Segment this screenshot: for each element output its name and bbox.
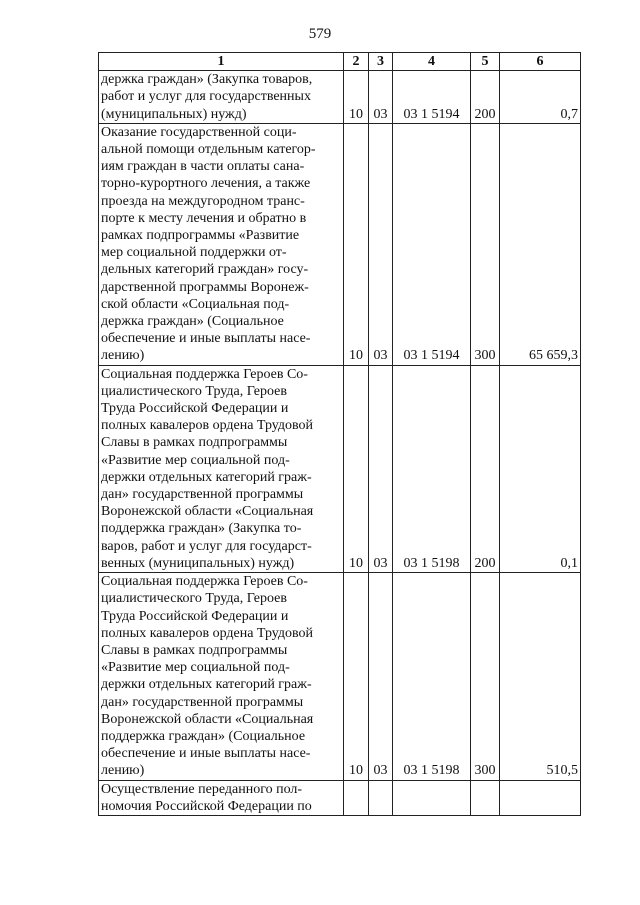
row-description <box>99 573 344 780</box>
row-section-code: 10 <box>344 365 369 572</box>
row-subsection-code: 03 <box>369 365 393 572</box>
description-line: поддержка граждан» (Социальное <box>101 728 306 744</box>
row-amount: 510,5 <box>500 573 581 780</box>
row-description <box>99 71 344 124</box>
row-description <box>99 123 344 365</box>
description-line: лению) <box>101 348 145 364</box>
description-line: альной помощи отдельным категор- <box>101 142 316 158</box>
header-row <box>99 53 581 71</box>
description-line: лению) <box>101 763 145 779</box>
description-line: обеспечение и иные выплаты насе- <box>101 331 311 347</box>
header-col-3: 3 <box>369 53 393 71</box>
description-line: держки отдельных категорий граж- <box>101 469 312 485</box>
description-line: рамках подпрограммы «Развитие <box>101 228 300 244</box>
description-line: торно-курортного лечения, а также <box>101 176 311 192</box>
row-amount: 0,7 <box>500 71 581 124</box>
description-line: (муниципальных) нужд) <box>101 106 247 122</box>
description-line: Воронежской области «Социальная <box>101 711 314 727</box>
description-line: держка граждан» (Закупка товаров, <box>101 72 313 88</box>
row-description <box>99 365 344 572</box>
description-line: венных (муниципальных) нужд) <box>101 555 295 571</box>
header-col-5: 5 <box>471 53 500 71</box>
description-line: обеспечение и иные выплаты насе- <box>101 746 311 762</box>
row-expense-type: 200 <box>471 365 500 572</box>
description-line: номочия Российской Федерации по <box>101 798 312 814</box>
description-line: Осуществление переданного пол- <box>101 781 303 797</box>
header-col-2: 2 <box>344 53 369 71</box>
description-line: Воронежской области «Социальная <box>101 504 314 520</box>
description-line: Труда Российской Федерации и <box>101 401 289 417</box>
row-target-article: 03 1 5194 <box>393 123 471 365</box>
row-section-code: 10 <box>344 71 369 124</box>
description-line: полных кавалеров ордена Трудовой <box>101 625 314 641</box>
description-line: варов, работ и услуг для государст- <box>101 538 312 554</box>
description-line: дан» государственной программы <box>101 487 304 503</box>
description-line: ской области «Социальная под- <box>101 296 290 312</box>
table-body <box>99 71 581 816</box>
row-expense-type: 300 <box>471 123 500 365</box>
table-row <box>99 780 581 815</box>
row-section-code: 10 <box>344 123 369 365</box>
table-row <box>99 573 581 780</box>
row-subsection-code: 03 <box>369 573 393 780</box>
description-line: мер социальной поддержки от- <box>101 245 287 261</box>
description-line: «Развитие мер социальной под- <box>101 452 290 468</box>
description-line: Социальная поддержка Героев Со- <box>101 574 308 590</box>
description-line: Социальная поддержка Героев Со- <box>101 366 308 382</box>
description-line: Оказание государственной соци- <box>101 124 297 140</box>
table-row <box>99 123 581 365</box>
row-target-article <box>393 780 471 815</box>
description-line: работ и услуг для государственных <box>101 89 311 105</box>
row-description <box>99 780 344 815</box>
row-subsection-code: 03 <box>369 123 393 365</box>
description-line: циалистического Труда, Героев <box>101 383 287 399</box>
description-line: иям граждан в части оплаты сана- <box>101 159 305 175</box>
description-line: держки отдельных категорий граж- <box>101 677 312 693</box>
row-target-article: 03 1 5198 <box>393 573 471 780</box>
description-line: «Развитие мер социальной под- <box>101 660 290 676</box>
row-amount: 65 659,3 <box>500 123 581 365</box>
table-row <box>99 71 581 124</box>
description-line: Славы в рамках подпрограммы <box>101 642 288 658</box>
row-expense-type: 300 <box>471 573 500 780</box>
description-line: проезда на междугородном транс- <box>101 193 305 209</box>
budget-table <box>98 52 581 816</box>
row-expense-type: 200 <box>471 71 500 124</box>
description-line: циалистического Труда, Героев <box>101 591 287 607</box>
description-line: дарственной программы Воронеж- <box>101 279 309 295</box>
row-section-code: 10 <box>344 573 369 780</box>
row-expense-type <box>471 780 500 815</box>
description-line: порте к месту лечения и обратно в <box>101 210 307 226</box>
header-col-1: 1 <box>99 53 344 71</box>
page-number: 579 <box>308 26 332 42</box>
row-amount: 0,1 <box>500 365 581 572</box>
description-line: держка граждан» (Социальное <box>101 314 284 330</box>
description-line: Славы в рамках подпрограммы <box>101 435 288 451</box>
row-target-article: 03 1 5194 <box>393 71 471 124</box>
description-line: поддержка граждан» (Закупка то- <box>101 521 302 537</box>
row-amount <box>500 780 581 815</box>
header-col-6: 6 <box>500 53 581 71</box>
description-line: дан» государственной программы <box>101 694 304 710</box>
description-line: Труда Российской Федерации и <box>101 608 289 624</box>
description-line: дельных категорий граждан» госу- <box>101 262 309 278</box>
row-subsection-code: 03 <box>369 71 393 124</box>
row-section-code <box>344 780 369 815</box>
row-subsection-code <box>369 780 393 815</box>
row-target-article: 03 1 5198 <box>393 365 471 572</box>
header-col-4: 4 <box>393 53 471 71</box>
description-line: полных кавалеров ордена Трудовой <box>101 418 314 434</box>
table-row <box>99 365 581 572</box>
